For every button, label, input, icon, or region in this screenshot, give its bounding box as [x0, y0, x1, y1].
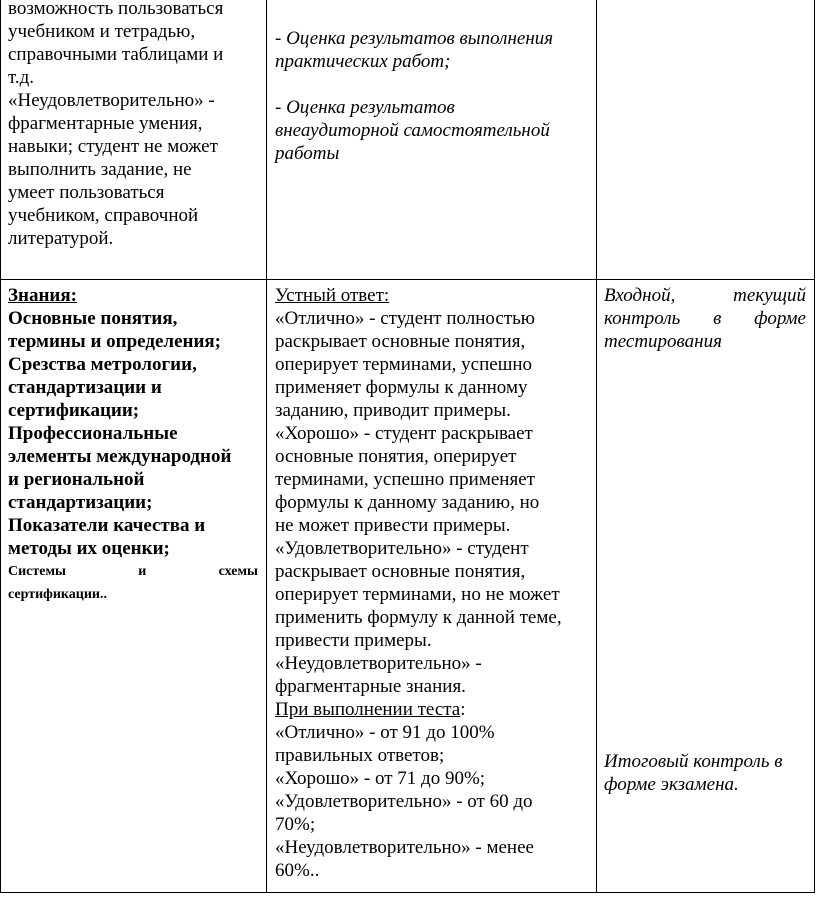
text-line: внеаудиторной самостоятельной	[275, 120, 550, 141]
text-line: стандартизации и	[8, 377, 162, 398]
oral-answer-heading: Устный ответ:	[275, 285, 390, 306]
text-line: практических работ;	[275, 51, 451, 72]
row2-col1-cell	[8, 284, 258, 606]
text-line: Основные понятия,	[8, 308, 178, 329]
text-line: привести примеры.	[275, 630, 432, 651]
table-border-right	[814, 0, 815, 893]
knowledge-heading: Знания:	[8, 285, 77, 306]
text-line: учебником, справочной	[8, 205, 199, 226]
table-row-divider	[0, 279, 815, 280]
text-line: Входной, текущий	[604, 285, 806, 306]
text-line: форме экзамена.	[604, 774, 739, 795]
text-line: фрагментарные умения,	[8, 113, 203, 134]
text-line: «Неудовлетворительно» - менее	[275, 837, 534, 858]
text-line: - Оценка результатов	[275, 97, 455, 118]
text-line: «Хорошо» - от 71 до 90%;	[275, 768, 486, 789]
table-border-bottom	[0, 892, 815, 893]
text-line: Итоговый контроль в	[604, 751, 783, 772]
text-line: «Неудовлетворительно» -	[8, 90, 215, 111]
text-line: «Удовлетворительно» - от 60 до	[275, 791, 533, 812]
table-border-left	[0, 0, 1, 893]
text-line: «Неудовлетворительно» -	[275, 653, 482, 674]
row2-col3-final-cell	[604, 750, 806, 796]
row1-col1-cell	[8, 0, 258, 250]
text-line: Профессиональные	[8, 423, 178, 444]
text-line: раскрывает основные понятия,	[275, 561, 526, 582]
text-line: не может привести примеры.	[275, 515, 511, 536]
text-line: сертификации..	[8, 587, 107, 602]
text-line: «Хорошо» - студент раскрывает	[275, 423, 533, 444]
text-line: «Отлично» - студент полностью	[275, 308, 535, 329]
text-line: возможность пользоваться	[8, 0, 224, 19]
text-line: правильных ответов;	[275, 745, 445, 766]
text-line: справочными таблицами и	[8, 44, 224, 65]
test-heading-line	[275, 698, 591, 721]
row1-col2-cell	[275, 27, 591, 165]
text-line: 60%..	[275, 860, 320, 881]
text-line: учебником и тетрадью,	[8, 21, 196, 42]
text-line: «Отлично» - от 91 до 100%	[275, 722, 495, 743]
text-line: и региональной	[8, 469, 145, 490]
table-border-col2	[596, 0, 597, 893]
text-line: контроль в форме	[604, 308, 806, 329]
text-line: т.д.	[8, 67, 35, 88]
text-line: Показатели качества и	[8, 515, 206, 536]
text-line: Срезства метрологии,	[8, 354, 197, 375]
text-line: применяет формулы к данному	[275, 377, 528, 398]
text-line: терминами, успешно применяет	[275, 469, 535, 490]
text-line: работы	[275, 143, 340, 164]
text-line: - Оценка результатов выполнения	[275, 28, 554, 49]
text-line: фрагментарные знания.	[275, 676, 466, 697]
text-line: навыки; студент не может	[8, 136, 218, 157]
text-line: основные понятия, оперирует	[275, 446, 517, 467]
text-line: умеет пользоваться	[8, 182, 165, 203]
text-line: выполнить задание, не	[8, 159, 192, 180]
text-line	[275, 73, 591, 96]
text-line: «Удовлетворительно» - студент	[275, 538, 529, 559]
text-line: формулы к данному заданию, но	[275, 492, 540, 513]
row2-col3-control-cell	[604, 284, 806, 353]
text-line: методы их оценки;	[8, 538, 170, 559]
text-line: заданию, приводит примеры.	[275, 400, 511, 421]
text-line: оперирует терминами, успешно	[275, 354, 533, 375]
text-line: сертификации;	[8, 400, 140, 421]
test-heading: При выполнении теста	[275, 699, 461, 720]
text-line: тестирования	[604, 331, 722, 352]
row2-col2-cell	[275, 284, 591, 882]
test-heading-colon: :	[460, 699, 466, 720]
text-line: Системы и схемы	[8, 564, 258, 579]
table-border-col1	[266, 0, 267, 893]
text-line: оперирует терминами, но не может	[275, 584, 560, 605]
text-line: применить формулу к данной теме,	[275, 607, 562, 628]
text-line: раскрывает основные понятия,	[275, 331, 526, 352]
text-line: стандартизации;	[8, 492, 153, 513]
text-line: элементы международной	[8, 446, 232, 467]
text-line: литературой.	[8, 228, 114, 249]
text-line: термины и определения;	[8, 331, 221, 352]
text-line: 70%;	[275, 814, 316, 835]
